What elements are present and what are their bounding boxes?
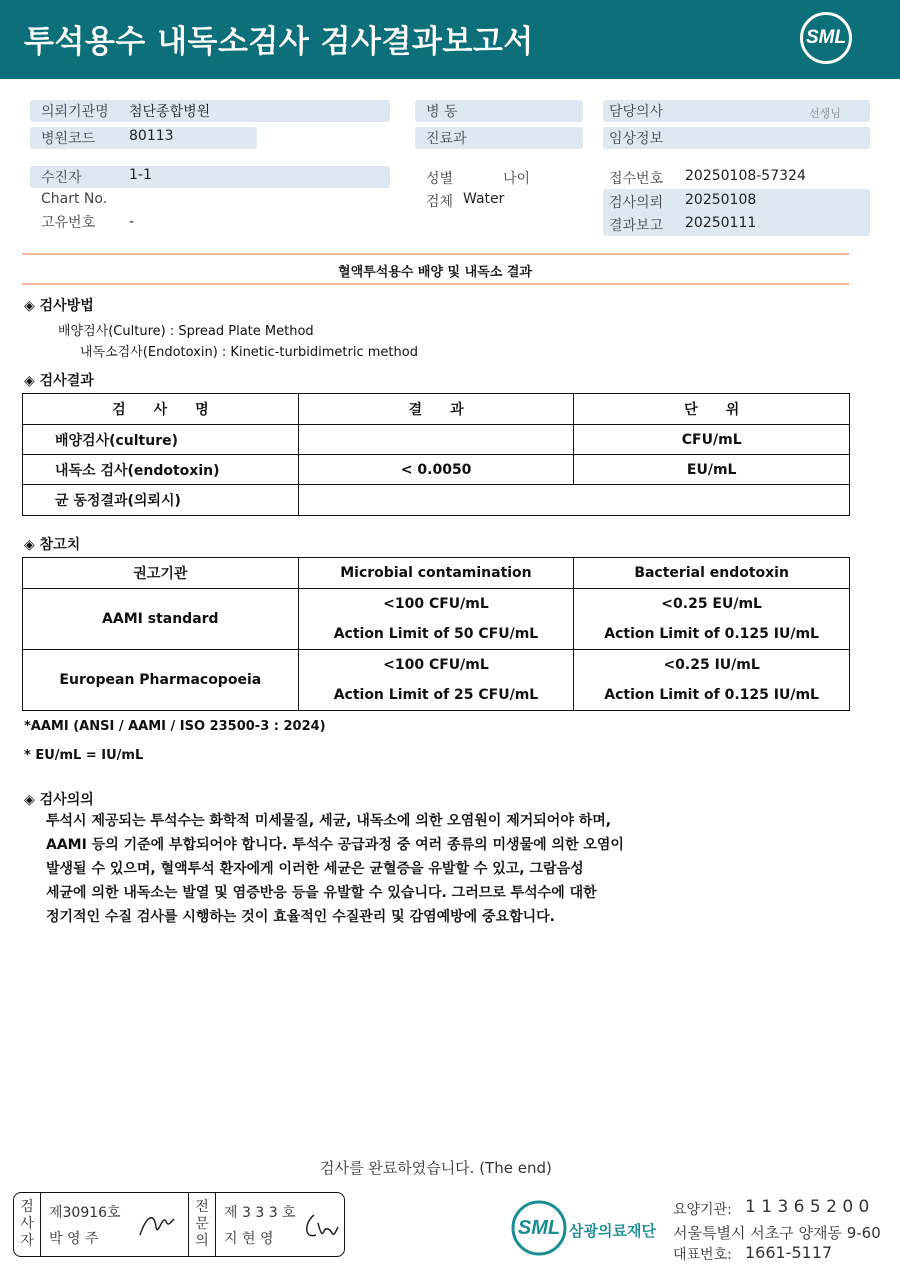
- institution-code: 1 1 3 6 5 2 0 0: [745, 1197, 870, 1217]
- method-line2: 내독소검사(Endotoxin) : Kinetic-turbidimetric method: [80, 345, 418, 360]
- results-header-row: [23, 394, 850, 425]
- uid-label: 고유번호: [41, 215, 96, 231]
- meaning-line: 정기적인 수질 검사를 시행하는 것이 효율적인 수질관리 및 감염예방에 중요합니다.: [46, 909, 555, 925]
- sml-footer-logo: SML: [510, 1199, 568, 1257]
- clinical-label: 임상정보: [609, 131, 664, 147]
- results-header-unit: 단 위: [574, 394, 850, 425]
- method-heading: ◈ 검사방법: [24, 298, 94, 314]
- results-heading: ◈ 검사결과: [24, 373, 94, 389]
- reference-header-org: 권고기관: [23, 558, 299, 589]
- specimen-label: 검체: [426, 194, 454, 210]
- reference-header-micro: Microbial contamination: [298, 558, 574, 589]
- specialist-label: 전 문 의: [189, 1193, 216, 1256]
- uid-value: -: [129, 214, 135, 230]
- ep-name: European Pharmacopoeia: [23, 650, 299, 711]
- test-result: [298, 485, 849, 516]
- table-row: [23, 589, 850, 650]
- meaning-line: AAMI 등의 기준에 부합되어야 합니다. 투석수 공급과정 중 여러 종류의 미생물에 의한 오염이: [46, 837, 624, 853]
- section-title: 혈액투석용수 배양 및 내독소 결과: [338, 265, 532, 280]
- test-name: 내독소 검사(endotoxin): [23, 455, 299, 485]
- table-row: [23, 425, 850, 455]
- hospital-value: 첨단종합병원: [129, 104, 211, 120]
- specimen-value: Water: [463, 191, 505, 207]
- specialist-signature: [300, 1209, 340, 1243]
- table-row: [23, 455, 850, 485]
- meaning-line: 세균에 의한 내독소는 발열 및 염증반응 등을 유발할 수 있습니다. 그러므로 투석수에 대한: [46, 885, 597, 901]
- age-label: 나이: [503, 171, 531, 187]
- institution-code-label: 요양기관:: [673, 1202, 732, 1218]
- reference-table: [22, 557, 850, 711]
- chart-label: Chart No.: [41, 191, 108, 207]
- method-line1: 배양검사(Culture) : Spread Plate Method: [58, 324, 314, 339]
- meaning-heading: ◈ 검사의의: [24, 792, 94, 808]
- test-result: [298, 425, 574, 455]
- report-label: 결과보고: [609, 218, 664, 234]
- specialist-name: 지 현 영: [224, 1230, 274, 1247]
- ep-micro: <100 CFU/mL Action Limit of 25 CFU/mL: [298, 650, 574, 711]
- results-header-name: 검 사 명: [23, 394, 299, 425]
- address: 서울특별시 서초구 양재동 9-60: [673, 1224, 881, 1242]
- test-name: 균 동정결과(의뢰시): [23, 485, 299, 516]
- aami-micro: <100 CFU/mL Action Limit of 50 CFU/mL: [298, 589, 574, 650]
- reference-header-endo: Bacterial endotoxin: [574, 558, 850, 589]
- examiner-no: 제30916호: [49, 1204, 121, 1221]
- aami-name: AAMI standard: [23, 589, 299, 650]
- reference-note-aami: *AAMI (ANSI / AAMI / ISO 23500-3 : 2024): [24, 719, 326, 734]
- code-value: 80113: [129, 128, 174, 144]
- examiner-label: 검 사 자: [14, 1193, 41, 1256]
- test-unit: EU/mL: [574, 455, 850, 485]
- phone-label: 대표번호:: [673, 1247, 732, 1263]
- test-unit: CFU/mL: [574, 425, 850, 455]
- sml-logo: SML: [800, 12, 852, 64]
- reference-header-row: [23, 558, 850, 589]
- receipt-label: 접수번호: [609, 171, 664, 187]
- results-table: [22, 393, 850, 516]
- code-label: 병원코드: [41, 131, 96, 147]
- specialist-no: 제 3 3 3 호: [224, 1204, 296, 1221]
- meaning-line: 투석시 제공되는 투석수는 화학적 미세물질, 세균, 내독소에 의한 오염원이 제거되어야 하며,: [46, 813, 612, 829]
- reference-note-unit: * EU/mL = IU/mL: [24, 748, 144, 763]
- table-row: [23, 650, 850, 711]
- section-rule-top: [22, 253, 849, 255]
- phone-number: 1661-5117: [745, 1243, 833, 1262]
- request-label: 검사의뢰: [609, 195, 664, 211]
- hospital-label: 의뢰기관명: [41, 104, 109, 120]
- meaning-line: 발생될 수 있으며, 혈액투석 환자에게 이러한 세균은 균혈증을 유발할 수 있고, 그람음성: [46, 861, 584, 877]
- examiner-signature: [136, 1207, 176, 1243]
- specialist-block: [216, 1193, 344, 1256]
- request-value: 20250108: [685, 192, 757, 208]
- dept-label: 진료과: [426, 131, 467, 147]
- patient-value: 1-1: [129, 167, 152, 183]
- results-header-result: 결 과: [298, 394, 574, 425]
- signature-stamp: [13, 1192, 345, 1257]
- end-text: 검사를 완료하였습니다. (The end): [320, 1159, 552, 1177]
- report-value: 20250111: [685, 215, 757, 231]
- receipt-value: 20250108-57324: [685, 168, 806, 184]
- test-result: < 0.0050: [298, 455, 574, 485]
- aami-endo: <0.25 EU/mL Action Limit of 0.125 IU/mL: [574, 589, 850, 650]
- reference-heading: ◈ 참고치: [24, 537, 81, 553]
- examiner-name: 박 영 주: [49, 1230, 99, 1247]
- report-title: 투석용수 내독소검사 검사결과보고서: [24, 24, 534, 60]
- examiner-block: [41, 1193, 189, 1256]
- ward-label: 병 동: [426, 104, 458, 120]
- doctor-suffix: 선생님: [809, 107, 841, 120]
- table-row: [23, 485, 850, 516]
- patient-label: 수진자: [41, 170, 82, 186]
- ep-endo: <0.25 IU/mL Action Limit of 0.125 IU/mL: [574, 650, 850, 711]
- section-rule-bottom: [22, 283, 849, 285]
- patient-field: [30, 166, 390, 188]
- test-name: 배양검사(culture): [23, 425, 299, 455]
- doctor-label: 담당의사: [609, 104, 664, 120]
- sex-label: 성별: [426, 171, 454, 187]
- foundation-name: 삼광의료재단: [569, 1222, 656, 1240]
